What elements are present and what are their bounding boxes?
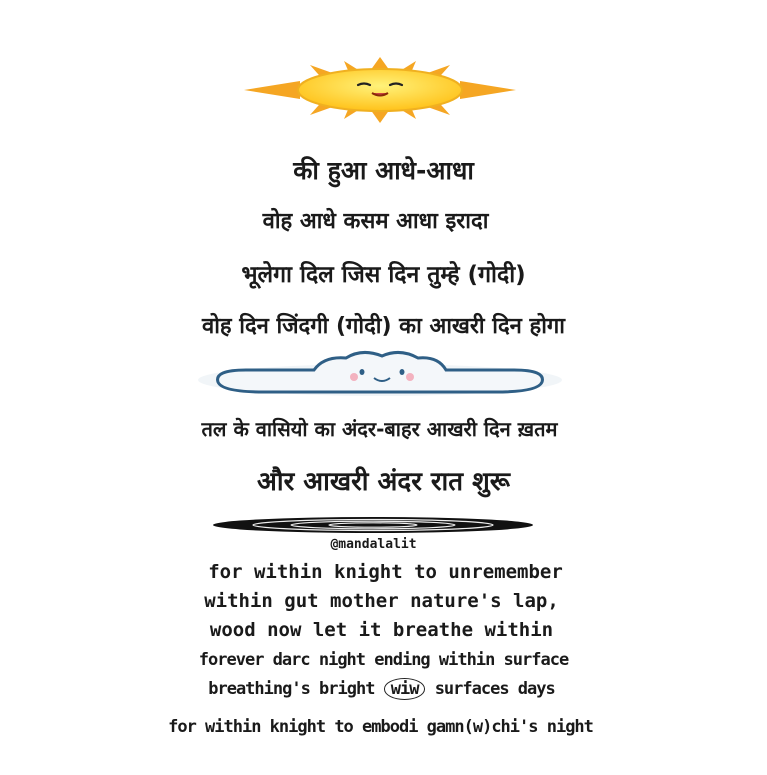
poem-line-2: वोह आधे कसम आधा इरादा	[262, 209, 489, 234]
poem-line-6: और आखरी अंदर रात शुरू	[256, 467, 511, 497]
english-line-2: within gut mother nature's lap,	[204, 590, 559, 612]
poem-line-5: तल के वासियो का अंदर-बाहर आखरी दिन ख़तम	[201, 417, 558, 441]
english-line-4: forever darc night ending within surface	[198, 650, 569, 670]
breathing-text-after: surfaces days	[434, 679, 555, 699]
poem-line-4: वोह दिन जिंदगी (गोदी) का आखरी दिन होगा	[201, 314, 565, 339]
poem-line-3: भूलेगा दिल जिस दिन तुम्हे (गोदी)	[241, 262, 526, 288]
english-line-final: for within knight to embodi gamn(w)chi's night	[168, 717, 593, 737]
english-line-5	[0, 678, 765, 700]
circled-wiw-text: wiw	[384, 678, 426, 700]
cloud-icon	[196, 350, 564, 398]
english-line-3: wood now let it breathe within	[209, 619, 554, 641]
sun-icon	[240, 55, 520, 125]
poem-line-1: की हुआ आधे-आधा	[293, 156, 474, 185]
english-line-1: for within knight to unremember	[208, 561, 563, 583]
spiral-disc-icon	[212, 515, 534, 535]
author-handle: @mandalalit	[330, 537, 417, 552]
breathing-text-before: breathing's bright	[208, 679, 375, 699]
